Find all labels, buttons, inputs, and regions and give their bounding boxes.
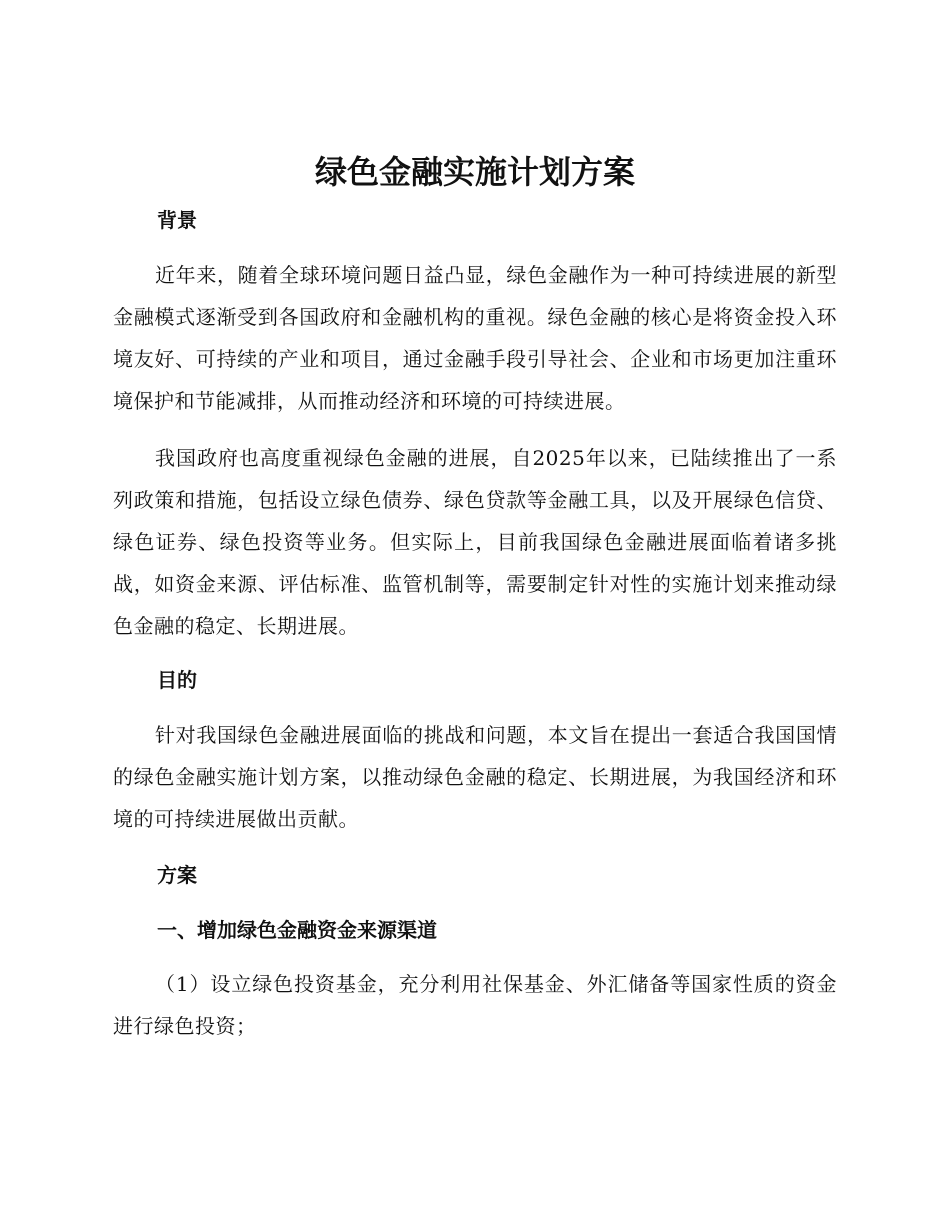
section-heading-background: 背景 xyxy=(157,208,197,232)
section-heading-purpose: 目的 xyxy=(157,668,197,692)
paragraph-purpose-1: 针对我国绿色金融进展面临的挑战和问题，本文旨在提出一套适合我国国情的绿色金融实施计划方案，以推动绿色金融的稳定、长期进展，为我国经济和环境的可持续进展做出贡献。 xyxy=(113,723,837,831)
plan-item-1: （1）设立绿色投资基金，充分利用社保基金、外汇储备等国家性质的资金进行绿色投资； xyxy=(113,972,837,1038)
subsection-heading-funding: 一、增加绿色金融资金来源渠道 xyxy=(157,918,437,942)
paragraph-background-2: 我国政府也高度重视绿色金融的进展，自2025年以来，已陆续推出了一系列政策和措施，包括设立绿色债券、绿色贷款等金融工具，以及开展绿色信贷、绿色证券、绿色投资等业务。但实际上，目前我国绿色金融进展面临着诸多挑战，如资金来源、评估标准、监管机制等，需要制定针对性的实施计划来推动绿色金融的稳定、长期进展。 xyxy=(113,446,837,638)
section-heading-plan: 方案 xyxy=(157,863,197,887)
document-title: 绿色金融实施计划方案 xyxy=(314,153,635,191)
paragraph-background-1: 近年来，随着全球环境问题日益凸显，绿色金融作为一种可持续进展的新型金融模式逐渐受到各国政府和金融机构的重视。绿色金融的核心是将资金投入环境友好、可持续的产业和项目，通过金融手段引导社会、企业和市场更加注重环境保护和节能减排，从而推动经济和环境的可持续进展。 xyxy=(113,263,837,413)
